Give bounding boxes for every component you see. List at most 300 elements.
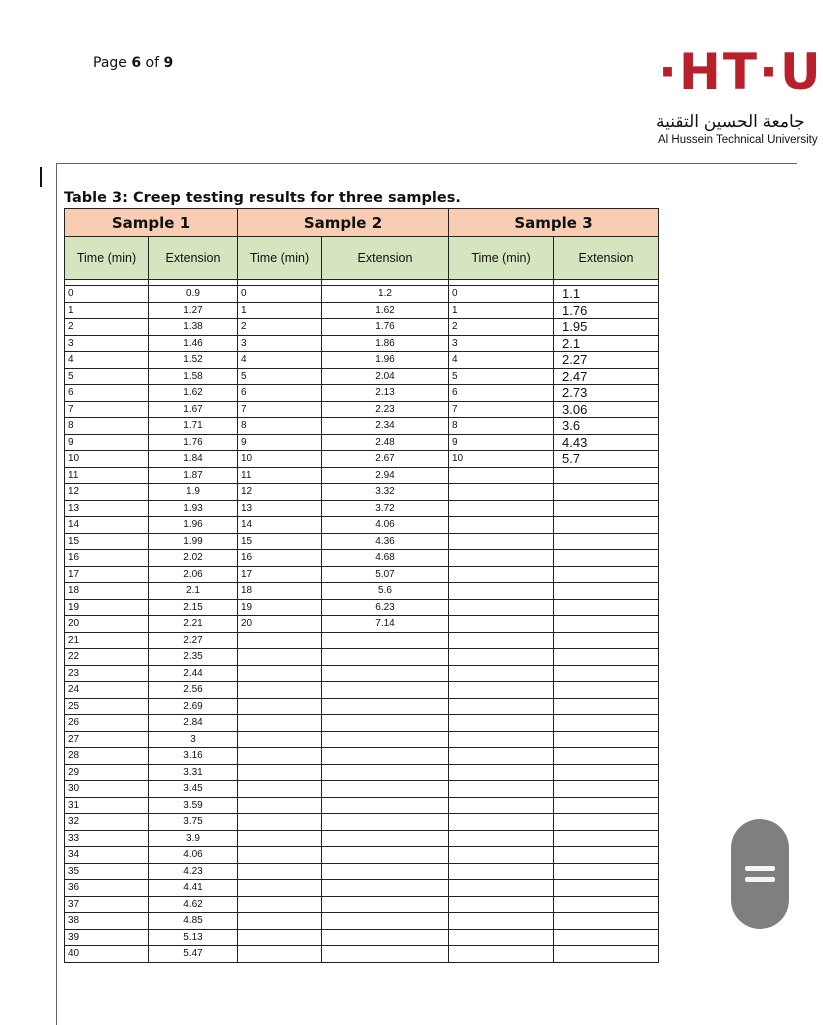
table-row <box>65 896 659 913</box>
table-row <box>65 616 659 633</box>
extension-cell <box>554 913 659 930</box>
extension-cell: 4.85 <box>149 913 238 930</box>
time-cell: 2 <box>65 319 149 336</box>
extension-cell: 1.96 <box>149 517 238 534</box>
table-row <box>65 649 659 666</box>
extension-cell: 2.21 <box>149 616 238 633</box>
extension-cell: 2.67 <box>322 451 449 468</box>
sample-header-row <box>65 209 659 237</box>
extension-cell: 2.27 <box>149 632 238 649</box>
extension-cell: 1.27 <box>149 302 238 319</box>
extension-cell: 2.47 <box>554 368 659 385</box>
time-cell: 6 <box>65 385 149 402</box>
table-caption: Table 3: Creep testing results for three samples. <box>64 190 461 206</box>
time-cell <box>449 467 554 484</box>
extension-cell: 2.27 <box>554 352 659 369</box>
extension-cell: 2.23 <box>322 401 449 418</box>
extension-cell: 2.94 <box>322 467 449 484</box>
time-cell: 25 <box>65 698 149 715</box>
extension-cell: 1.1 <box>554 286 659 303</box>
logo-arabic-name: جامعة الحسين التقنية <box>656 112 805 131</box>
extension-cell <box>554 484 659 501</box>
page-current: 6 <box>131 55 142 71</box>
time-cell <box>449 781 554 798</box>
extension-cell <box>554 550 659 567</box>
extension-cell: 1.76 <box>322 319 449 336</box>
time-cell: 21 <box>65 632 149 649</box>
extension-cell: 1.62 <box>149 385 238 402</box>
extension-cell: 1.67 <box>149 401 238 418</box>
time-cell <box>238 929 322 946</box>
extension-cell: 4.62 <box>149 896 238 913</box>
extension-cell <box>554 896 659 913</box>
table-row <box>65 830 659 847</box>
time-header: Time (min) <box>238 237 322 280</box>
extension-cell: 4.06 <box>149 847 238 864</box>
extension-cell: 1.62 <box>322 302 449 319</box>
table-row <box>65 764 659 781</box>
table-row <box>65 385 659 402</box>
time-cell: 17 <box>238 566 322 583</box>
time-cell: 9 <box>65 434 149 451</box>
time-cell: 1 <box>65 302 149 319</box>
extension-cell <box>322 715 449 732</box>
time-cell <box>238 682 322 699</box>
time-cell: 27 <box>65 731 149 748</box>
extension-cell: 4.43 <box>554 434 659 451</box>
extension-cell: 3.72 <box>322 500 449 517</box>
extension-cell: 3.59 <box>149 797 238 814</box>
column-header-row <box>65 237 659 280</box>
time-cell: 18 <box>65 583 149 600</box>
time-cell: 8 <box>65 418 149 435</box>
time-cell <box>238 632 322 649</box>
extension-cell: 6.23 <box>322 599 449 616</box>
extension-cell <box>322 913 449 930</box>
extension-cell <box>554 830 659 847</box>
extension-cell: 2.34 <box>322 418 449 435</box>
extension-cell <box>554 781 659 798</box>
time-cell: 17 <box>65 566 149 583</box>
time-cell <box>449 830 554 847</box>
extension-cell <box>322 731 449 748</box>
extension-cell: 1.2 <box>322 286 449 303</box>
time-cell <box>238 781 322 798</box>
table-row <box>65 731 659 748</box>
extension-cell: 1.93 <box>149 500 238 517</box>
extension-cell <box>322 665 449 682</box>
time-cell: 11 <box>65 467 149 484</box>
time-cell: 9 <box>449 434 554 451</box>
table-row <box>65 632 659 649</box>
time-cell: 13 <box>65 500 149 517</box>
table-row <box>65 517 659 534</box>
time-cell <box>449 500 554 517</box>
extension-cell: 2.73 <box>554 385 659 402</box>
time-cell <box>449 731 554 748</box>
time-cell <box>449 880 554 897</box>
time-cell: 30 <box>65 781 149 798</box>
extension-cell: 2.44 <box>149 665 238 682</box>
table-row <box>65 566 659 583</box>
time-cell: 15 <box>238 533 322 550</box>
time-cell: 16 <box>238 550 322 567</box>
time-cell <box>238 665 322 682</box>
time-cell <box>449 550 554 567</box>
time-cell: 12 <box>238 484 322 501</box>
scroll-handle[interactable] <box>731 819 789 929</box>
time-cell <box>449 649 554 666</box>
time-cell: 24 <box>65 682 149 699</box>
extension-cell: 4.68 <box>322 550 449 567</box>
extension-cell <box>322 814 449 831</box>
drag-handle-icon <box>745 866 775 871</box>
table-row <box>65 286 659 303</box>
extension-cell <box>554 517 659 534</box>
time-cell <box>449 583 554 600</box>
extension-cell <box>554 880 659 897</box>
table-row <box>65 401 659 418</box>
table-row <box>65 368 659 385</box>
sample-3-header: Sample 3 <box>449 209 659 237</box>
extension-cell <box>554 715 659 732</box>
extension-cell: 4.23 <box>149 863 238 880</box>
time-cell <box>238 649 322 666</box>
extension-cell <box>554 500 659 517</box>
time-cell <box>238 764 322 781</box>
time-cell: 0 <box>449 286 554 303</box>
table-row <box>65 698 659 715</box>
time-cell <box>449 616 554 633</box>
time-cell: 26 <box>65 715 149 732</box>
time-cell <box>449 748 554 765</box>
table-row <box>65 500 659 517</box>
table-row <box>65 302 659 319</box>
extension-cell <box>322 830 449 847</box>
extension-cell <box>322 698 449 715</box>
table-row <box>65 335 659 352</box>
extension-cell <box>322 863 449 880</box>
time-cell <box>238 715 322 732</box>
extension-cell: 1.38 <box>149 319 238 336</box>
time-cell: 19 <box>238 599 322 616</box>
extension-cell: 2.1 <box>149 583 238 600</box>
extension-cell: 7.14 <box>322 616 449 633</box>
extension-cell: 2.15 <box>149 599 238 616</box>
extension-cell: 2.56 <box>149 682 238 699</box>
time-cell: 16 <box>65 550 149 567</box>
time-cell: 3 <box>449 335 554 352</box>
time-cell <box>238 913 322 930</box>
time-cell <box>238 748 322 765</box>
extension-cell: 1.58 <box>149 368 238 385</box>
extension-cell <box>554 748 659 765</box>
extension-cell: 3.6 <box>554 418 659 435</box>
extension-cell: 3 <box>149 731 238 748</box>
time-cell: 2 <box>449 319 554 336</box>
extension-cell <box>322 781 449 798</box>
extension-cell <box>554 814 659 831</box>
extension-cell <box>322 764 449 781</box>
time-cell: 7 <box>449 401 554 418</box>
extension-cell: 1.76 <box>149 434 238 451</box>
time-cell: 12 <box>65 484 149 501</box>
time-cell <box>449 599 554 616</box>
extension-cell: 5.6 <box>322 583 449 600</box>
time-cell <box>449 814 554 831</box>
time-cell: 33 <box>65 830 149 847</box>
time-cell <box>238 814 322 831</box>
extension-cell <box>554 583 659 600</box>
table-row <box>65 467 659 484</box>
time-cell <box>449 517 554 534</box>
table-row <box>65 352 659 369</box>
time-cell: 7 <box>238 401 322 418</box>
extension-cell <box>322 847 449 864</box>
extension-cell: 2.48 <box>322 434 449 451</box>
extension-cell <box>322 880 449 897</box>
extension-cell: 5.7 <box>554 451 659 468</box>
table-row <box>65 814 659 831</box>
extension-cell: 1.52 <box>149 352 238 369</box>
page-of: of <box>141 55 164 71</box>
time-cell: 31 <box>65 797 149 814</box>
extension-cell <box>554 616 659 633</box>
time-cell <box>449 764 554 781</box>
extension-cell: 1.99 <box>149 533 238 550</box>
time-cell <box>238 863 322 880</box>
extension-cell: 1.86 <box>322 335 449 352</box>
drag-handle-icon <box>745 877 775 882</box>
extension-cell: 5.07 <box>322 566 449 583</box>
time-cell <box>449 665 554 682</box>
time-cell: 6 <box>449 385 554 402</box>
extension-cell: 2.1 <box>554 335 659 352</box>
time-cell <box>449 797 554 814</box>
table-row <box>65 748 659 765</box>
time-cell: 1 <box>238 302 322 319</box>
time-cell <box>238 880 322 897</box>
table-row <box>65 418 659 435</box>
time-cell: 0 <box>65 286 149 303</box>
time-cell: 34 <box>65 847 149 864</box>
page-total: 9 <box>163 55 174 71</box>
time-cell: 29 <box>65 764 149 781</box>
time-cell: 7 <box>65 401 149 418</box>
extension-cell: 2.13 <box>322 385 449 402</box>
time-cell: 4 <box>65 352 149 369</box>
time-cell <box>238 946 322 963</box>
time-cell: 10 <box>449 451 554 468</box>
logo-mark: ·HT·U <box>658 43 823 101</box>
extension-cell: 1.95 <box>554 319 659 336</box>
time-cell: 19 <box>65 599 149 616</box>
table-row <box>65 781 659 798</box>
extension-cell: 2.84 <box>149 715 238 732</box>
time-cell <box>238 830 322 847</box>
table-row <box>65 550 659 567</box>
time-cell: 40 <box>65 946 149 963</box>
extension-cell: 3.75 <box>149 814 238 831</box>
time-cell: 13 <box>238 500 322 517</box>
extension-cell <box>322 748 449 765</box>
extension-cell <box>554 764 659 781</box>
time-cell: 3 <box>65 335 149 352</box>
extension-cell: 2.69 <box>149 698 238 715</box>
logo-english-name: Al Hussein Technical University <box>658 134 818 146</box>
time-cell <box>449 946 554 963</box>
time-cell: 39 <box>65 929 149 946</box>
extension-header: Extension <box>149 237 238 280</box>
time-cell <box>449 929 554 946</box>
extension-cell <box>554 632 659 649</box>
extension-cell: 3.9 <box>149 830 238 847</box>
extension-cell <box>322 649 449 666</box>
extension-cell <box>554 599 659 616</box>
time-cell: 8 <box>449 418 554 435</box>
text-cursor <box>40 167 42 187</box>
time-header: Time (min) <box>449 237 554 280</box>
extension-cell: 1.71 <box>149 418 238 435</box>
time-cell <box>449 698 554 715</box>
extension-cell: 1.84 <box>149 451 238 468</box>
time-cell <box>449 566 554 583</box>
time-cell: 28 <box>65 748 149 765</box>
time-cell <box>449 896 554 913</box>
time-cell: 5 <box>449 368 554 385</box>
time-cell: 14 <box>65 517 149 534</box>
extension-header: Extension <box>322 237 449 280</box>
time-cell: 10 <box>65 451 149 468</box>
time-cell <box>449 863 554 880</box>
extension-cell: 2.06 <box>149 566 238 583</box>
extension-cell: 3.16 <box>149 748 238 765</box>
extension-cell <box>554 863 659 880</box>
extension-cell: 1.87 <box>149 467 238 484</box>
time-cell <box>238 731 322 748</box>
time-cell: 38 <box>65 913 149 930</box>
time-cell <box>449 533 554 550</box>
extension-cell <box>554 929 659 946</box>
table-row <box>65 665 659 682</box>
extension-cell: 5.47 <box>149 946 238 963</box>
extension-cell <box>322 632 449 649</box>
table-row <box>65 434 659 451</box>
table-row <box>65 929 659 946</box>
table-row <box>65 913 659 930</box>
table-row <box>65 533 659 550</box>
time-cell: 4 <box>449 352 554 369</box>
time-cell: 20 <box>238 616 322 633</box>
time-cell: 14 <box>238 517 322 534</box>
sample-1-header: Sample 1 <box>65 209 238 237</box>
time-cell: 6 <box>238 385 322 402</box>
table-row <box>65 599 659 616</box>
extension-cell <box>554 797 659 814</box>
extension-cell <box>322 946 449 963</box>
time-cell <box>449 632 554 649</box>
table-row <box>65 847 659 864</box>
time-cell: 20 <box>65 616 149 633</box>
time-cell: 2 <box>238 319 322 336</box>
extension-cell: 1.46 <box>149 335 238 352</box>
extension-cell <box>554 649 659 666</box>
table-row <box>65 715 659 732</box>
time-cell: 5 <box>238 368 322 385</box>
time-cell <box>238 797 322 814</box>
time-cell: 10 <box>238 451 322 468</box>
table-row <box>65 880 659 897</box>
time-cell: 36 <box>65 880 149 897</box>
time-cell <box>238 847 322 864</box>
table-row <box>65 484 659 501</box>
extension-cell: 2.35 <box>149 649 238 666</box>
extension-cell: 3.32 <box>322 484 449 501</box>
table-row <box>65 863 659 880</box>
time-cell: 3 <box>238 335 322 352</box>
extension-cell: 3.45 <box>149 781 238 798</box>
extension-cell <box>554 467 659 484</box>
time-cell: 23 <box>65 665 149 682</box>
extension-cell: 0.9 <box>149 286 238 303</box>
time-cell: 4 <box>238 352 322 369</box>
time-cell: 1 <box>449 302 554 319</box>
time-cell: 9 <box>238 434 322 451</box>
extension-cell: 5.13 <box>149 929 238 946</box>
time-cell: 0 <box>238 286 322 303</box>
time-cell <box>238 896 322 913</box>
table-row <box>65 319 659 336</box>
extension-cell: 3.06 <box>554 401 659 418</box>
extension-cell <box>554 698 659 715</box>
extension-cell <box>322 929 449 946</box>
page-prefix: Page <box>93 55 132 71</box>
time-cell <box>449 847 554 864</box>
time-cell: 15 <box>65 533 149 550</box>
extension-cell: 4.06 <box>322 517 449 534</box>
extension-cell <box>554 682 659 699</box>
extension-cell: 2.04 <box>322 368 449 385</box>
extension-cell <box>554 946 659 963</box>
time-cell: 22 <box>65 649 149 666</box>
table-row <box>65 946 659 963</box>
time-cell: 8 <box>238 418 322 435</box>
time-cell <box>449 913 554 930</box>
time-cell <box>449 484 554 501</box>
time-cell: 11 <box>238 467 322 484</box>
table-row <box>65 583 659 600</box>
time-cell: 32 <box>65 814 149 831</box>
sample-2-header: Sample 2 <box>238 209 449 237</box>
table-row <box>65 797 659 814</box>
extension-cell <box>554 566 659 583</box>
time-cell: 37 <box>65 896 149 913</box>
time-cell: 18 <box>238 583 322 600</box>
extension-cell: 4.41 <box>149 880 238 897</box>
time-cell <box>449 715 554 732</box>
time-cell <box>449 682 554 699</box>
time-cell <box>238 698 322 715</box>
page-number <box>93 55 173 71</box>
extension-cell: 2.02 <box>149 550 238 567</box>
extension-cell <box>322 682 449 699</box>
extension-cell <box>554 847 659 864</box>
extension-cell <box>322 797 449 814</box>
extension-cell: 4.36 <box>322 533 449 550</box>
creep-results-table <box>64 208 659 963</box>
time-cell: 5 <box>65 368 149 385</box>
extension-cell: 3.31 <box>149 764 238 781</box>
